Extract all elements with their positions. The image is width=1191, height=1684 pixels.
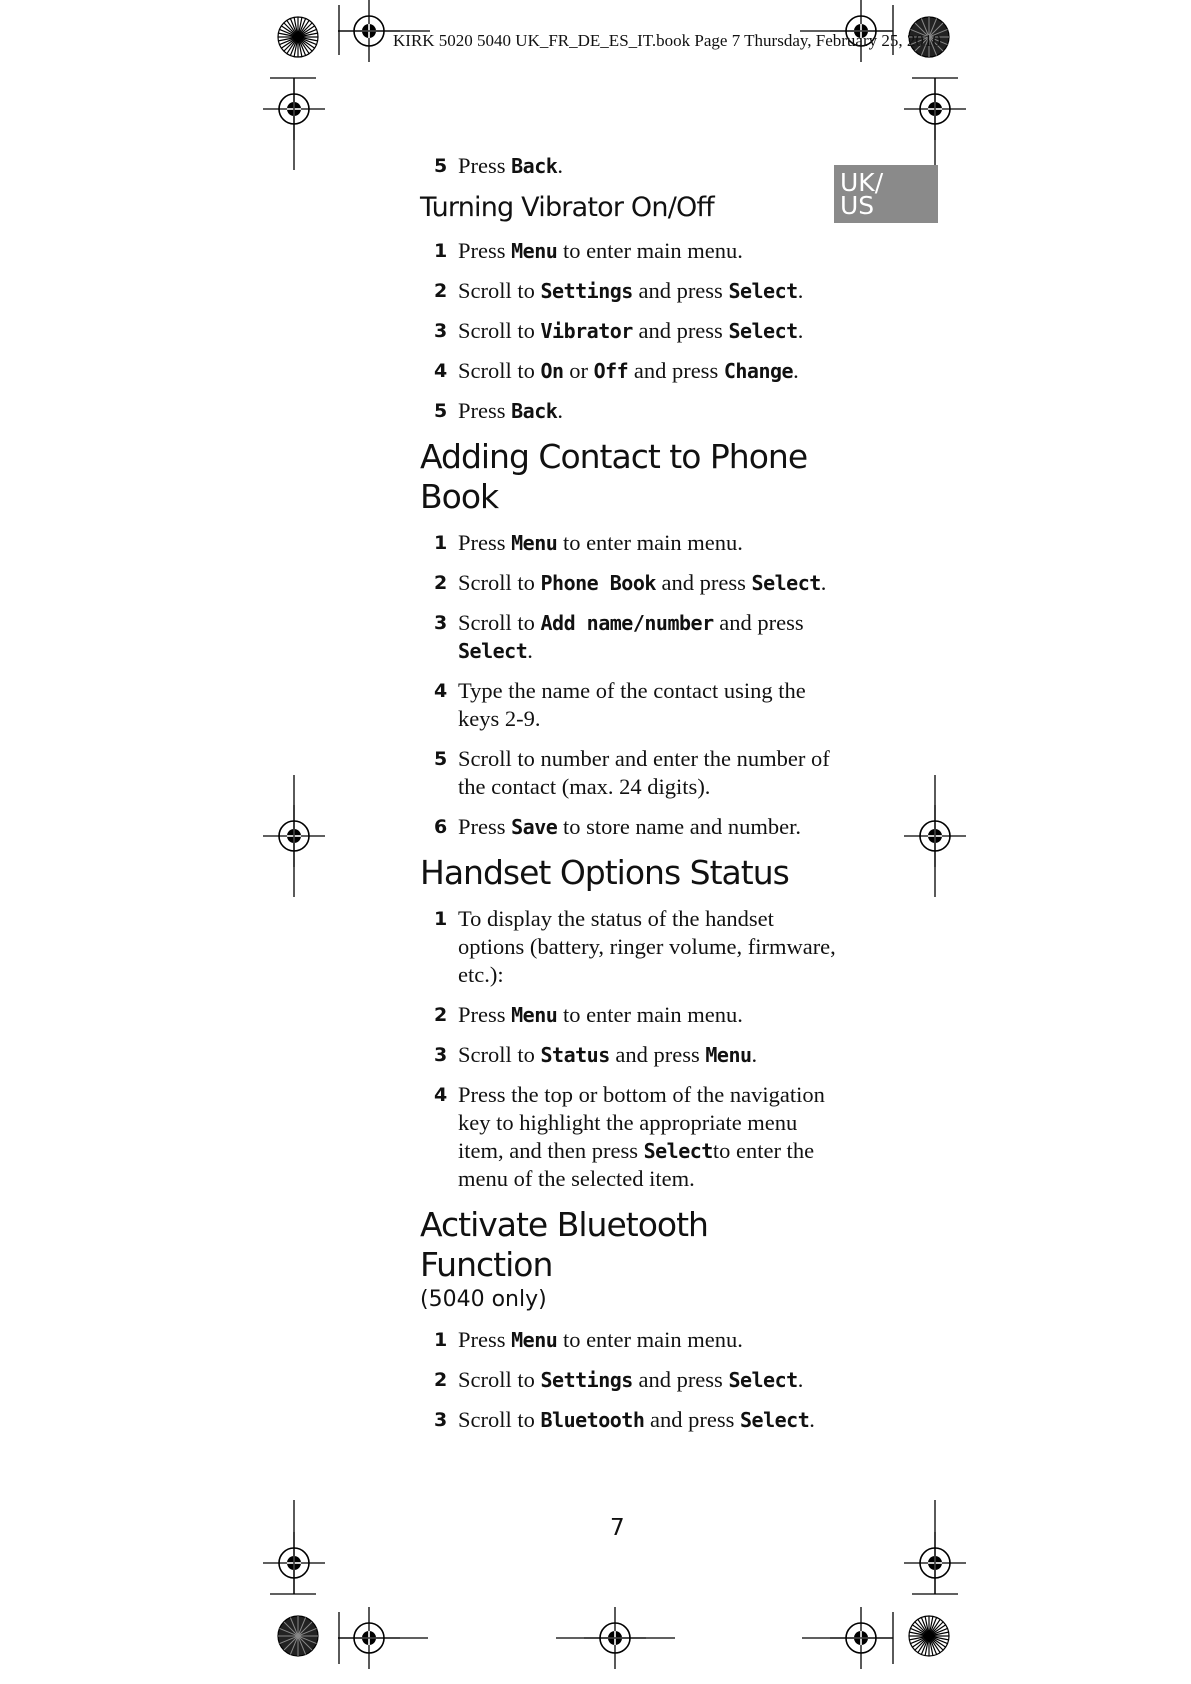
step-text-part: . xyxy=(809,1407,815,1432)
menu-keyword: Off xyxy=(593,359,629,383)
step-number: 1 xyxy=(434,240,448,262)
section-heading: Turning Vibrator On/Off xyxy=(420,192,714,223)
step-text-part: or xyxy=(563,358,594,383)
step-text-part: Press xyxy=(458,153,512,178)
step-text xyxy=(458,610,804,663)
step-text xyxy=(458,1327,743,1352)
step-text-part: to enter main menu. xyxy=(557,1327,743,1352)
menu-keyword: Add name/number xyxy=(540,611,714,635)
step-text-part: Scroll to number and enter the number of the contact (max. 24 digits). xyxy=(458,746,830,799)
menu-keyword: Back xyxy=(511,154,558,178)
step-text xyxy=(458,746,830,799)
step-text-part: to store name and number. xyxy=(557,814,802,839)
menu-keyword: Select xyxy=(751,571,821,595)
menu-keyword: Select xyxy=(739,1408,810,1432)
menu-keyword: Menu xyxy=(511,239,558,263)
step-text-part: and press xyxy=(655,570,752,595)
step-text-part: Press xyxy=(458,814,512,839)
step-text xyxy=(458,238,743,263)
step-item xyxy=(420,813,840,841)
step-number: 5 xyxy=(434,155,448,177)
book-header: KIRK 5020 5040 UK_FR_DE_ES_IT.book Page 7 Thursday, February 25, 2010 xyxy=(393,31,941,50)
step-text-part: Scroll to xyxy=(458,610,541,635)
step-text-part: . xyxy=(793,358,799,383)
step-item xyxy=(420,357,840,385)
section-heading: Adding Contact to Phone Book xyxy=(420,437,808,516)
step-number: 1 xyxy=(434,532,448,554)
menu-keyword: Vibrator xyxy=(540,319,633,343)
step-text xyxy=(458,530,743,555)
step-item xyxy=(420,237,840,265)
step-text-part: Scroll to xyxy=(458,1407,541,1432)
step-item xyxy=(420,317,840,345)
step-text xyxy=(458,678,806,731)
step-text xyxy=(458,398,563,423)
step-text-part: . xyxy=(557,153,563,178)
step-text-part: . xyxy=(820,570,827,595)
menu-keyword: Status xyxy=(540,1043,610,1067)
step-text-part: . xyxy=(797,278,804,303)
step-text-part: to enter main menu. xyxy=(557,238,743,263)
menu-keyword: Change xyxy=(723,359,794,383)
menu-keyword: Select xyxy=(728,1368,798,1392)
step-text-part: . xyxy=(797,318,804,343)
language-tab-line1: UK/ xyxy=(840,168,884,197)
step-text-part: and press xyxy=(713,610,804,635)
step-text-part: and press xyxy=(632,278,729,303)
menu-keyword: Settings xyxy=(540,279,633,303)
step-text-part: and press xyxy=(632,318,729,343)
step-item xyxy=(420,277,840,305)
step-number: 1 xyxy=(434,908,448,930)
menu-keyword: Select xyxy=(643,1139,713,1163)
step-number: 5 xyxy=(434,748,448,770)
menu-keyword: Menu xyxy=(705,1043,752,1067)
step-number: 3 xyxy=(434,612,448,634)
step-text xyxy=(458,1042,757,1067)
page-content xyxy=(420,152,840,1446)
step-number: 2 xyxy=(434,572,448,594)
step-text xyxy=(458,153,563,178)
step-text xyxy=(458,318,803,343)
step-text-part: . xyxy=(797,1367,804,1392)
language-tab-line2: US xyxy=(840,191,875,220)
section-note: (5040 only) xyxy=(420,1287,547,1312)
step-item xyxy=(420,905,840,989)
step-text xyxy=(458,358,799,383)
menu-keyword: Menu xyxy=(511,1003,558,1027)
menu-keyword: Save xyxy=(511,815,558,839)
step-text xyxy=(458,570,826,595)
step-number: 4 xyxy=(434,360,448,382)
step-number: 2 xyxy=(434,1004,448,1026)
step-item xyxy=(420,1001,840,1029)
step-text xyxy=(458,278,803,303)
step-text-part: Scroll to xyxy=(458,1367,541,1392)
step-text-part: Scroll to xyxy=(458,278,541,303)
menu-keyword: Menu xyxy=(511,1328,558,1352)
menu-keyword: Back xyxy=(511,399,558,423)
step-text xyxy=(458,814,801,839)
page-number: 7 xyxy=(610,1515,625,1541)
step-text-part: Scroll to xyxy=(458,1042,541,1067)
menu-keyword: Select xyxy=(458,639,528,663)
step-item xyxy=(420,745,840,801)
step-text-part: Scroll to xyxy=(458,570,541,595)
menu-keyword: Phone Book xyxy=(540,571,656,595)
step-text-part: Scroll to xyxy=(458,318,541,343)
menu-keyword: On xyxy=(540,359,564,383)
step-item xyxy=(420,1081,840,1193)
step-text xyxy=(458,906,836,987)
step-item xyxy=(420,1041,840,1069)
step-text xyxy=(458,1367,803,1392)
language-tab xyxy=(834,165,938,223)
step-text-part: Press xyxy=(458,398,512,423)
step-text-part: Scroll to xyxy=(458,358,541,383)
step-text xyxy=(458,1002,743,1027)
step-text-part: . xyxy=(557,398,563,423)
step-item xyxy=(420,569,840,597)
step-item xyxy=(420,609,840,665)
section-heading: Handset Options Status xyxy=(420,853,789,892)
step-text-part: Press the top or bottom of the navigation key to highlight the appropriate menu item, and then press xyxy=(458,1082,825,1163)
menu-keyword: Select xyxy=(728,279,798,303)
step-text-part: Press xyxy=(458,530,512,555)
section-heading: Activate Bluetooth Function xyxy=(420,1205,708,1284)
step-text xyxy=(458,1407,815,1432)
step-item xyxy=(420,1326,840,1354)
step-number: 4 xyxy=(434,680,448,702)
step-number: 3 xyxy=(434,1044,448,1066)
step-text-part: to enter main menu. xyxy=(557,530,743,555)
step-text-part: Press xyxy=(458,238,512,263)
step-item xyxy=(420,1406,840,1434)
step-text-part: to enter main menu. xyxy=(557,1002,743,1027)
step-number: 3 xyxy=(434,320,448,342)
step-item xyxy=(420,677,840,733)
step-number: 5 xyxy=(434,400,448,422)
menu-keyword: Bluetooth xyxy=(540,1408,645,1432)
step-text-part: and press xyxy=(609,1042,706,1067)
step-text-part: . xyxy=(751,1042,758,1067)
step-text-part: Press xyxy=(458,1002,512,1027)
step-text-part: and press xyxy=(632,1367,729,1392)
step-text-part: . xyxy=(527,638,533,663)
menu-keyword: Menu xyxy=(511,531,558,555)
step-item xyxy=(420,529,840,557)
step-text-part: and press xyxy=(644,1407,740,1432)
step-number: 6 xyxy=(434,816,448,838)
step-number: 2 xyxy=(434,280,448,302)
step-text-part: to enter the menu of the selected item. xyxy=(458,1138,815,1191)
step-number: 4 xyxy=(434,1084,448,1106)
step-text-part: Type the name of the contact using the keys 2-9. xyxy=(458,678,806,731)
step-text-part: Press xyxy=(458,1327,512,1352)
step-item xyxy=(420,152,840,180)
step-item xyxy=(420,397,840,425)
step-number: 1 xyxy=(434,1329,448,1351)
step-number: 2 xyxy=(434,1369,448,1391)
step-text xyxy=(458,1082,825,1191)
step-item xyxy=(420,1366,840,1394)
menu-keyword: Settings xyxy=(540,1368,633,1392)
step-text-part: and press xyxy=(628,358,724,383)
step-number: 3 xyxy=(434,1409,448,1431)
menu-keyword: Select xyxy=(728,319,798,343)
step-text-part: To display the status of the handset options (battery, ringer volume, firmware, etc.): xyxy=(458,906,836,987)
